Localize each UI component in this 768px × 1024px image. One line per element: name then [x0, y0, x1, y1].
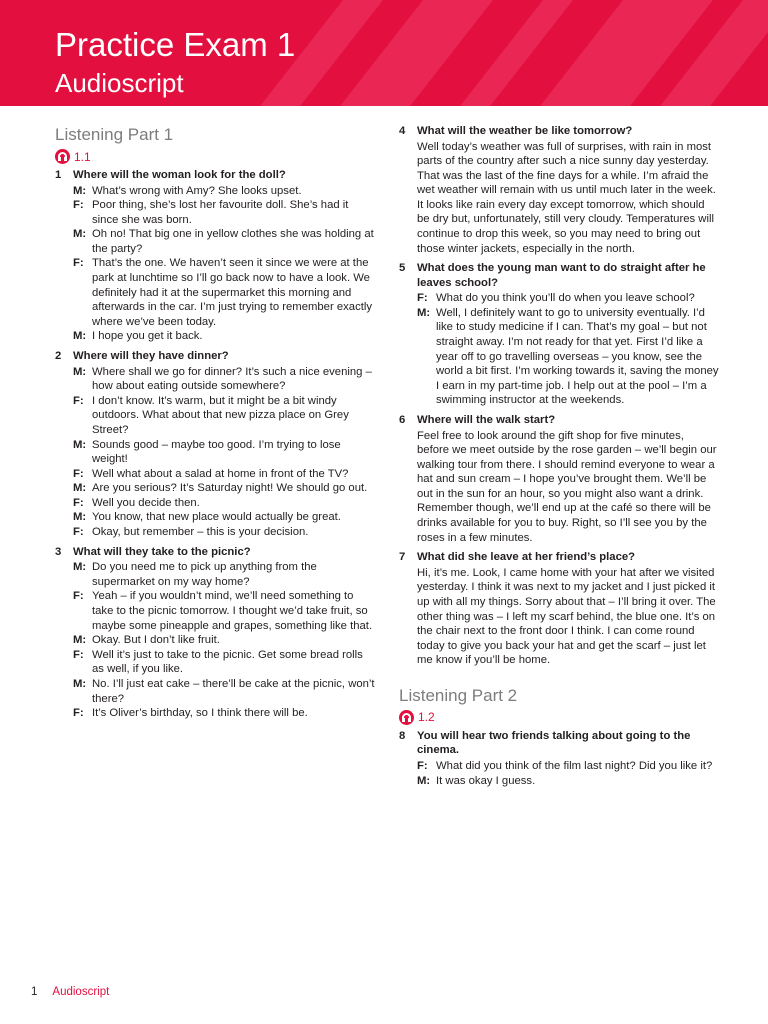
dialogue-line — [73, 438, 375, 467]
line-text: Sounds good – maybe too good. I’m trying to lose weight! — [92, 438, 341, 466]
line-text: I don’t know. It’s warm, but it might be a bit windy outdoors. What about that new pizza place on Grey Street? — [92, 394, 349, 436]
question-text: Where will the woman look for the doll? — [73, 169, 286, 181]
question-number: 4 — [399, 125, 406, 137]
line-text: Oh no! That big one in yellow clothes she was holding at the party? — [92, 228, 374, 255]
dialogue-line — [417, 291, 719, 306]
page-number: 1 — [31, 986, 38, 998]
line-text: No. I’ll just eat cake – there’ll be cake at the picnic, won’t there? — [92, 677, 375, 705]
left-column — [55, 124, 375, 726]
headphones-icon — [55, 149, 70, 164]
question-number: 6 — [399, 414, 406, 426]
dialogue-line — [417, 759, 719, 774]
question-2 — [55, 349, 375, 540]
speaker: F: — [417, 292, 428, 305]
line-text: Okay. But I don’t like fruit. — [92, 634, 220, 647]
question-number: 8 — [399, 729, 406, 742]
line-text: It was okay I guess. — [436, 774, 536, 787]
question-3 — [55, 545, 375, 721]
dialogue-line — [73, 467, 375, 482]
line-text: Well what about a salad at home in front of the TV? — [92, 467, 349, 480]
page-footer — [31, 986, 109, 998]
page-title: Practice Exam 1 — [55, 26, 296, 63]
dialogue-line — [73, 633, 375, 648]
question-1 — [55, 168, 375, 344]
line-text: Are you serious? It’s Saturday night! We should go out. — [92, 482, 368, 495]
question-number: 5 — [399, 262, 406, 275]
monologue-text: Feel free to look around the gift shop for five minutes, before we meet outside by the rose garden – we’ll begin our walking tour from there. I should remind everyone to wear a hat and sun cream – I hope you’ve brought them. We’ll be out in the sun for an hour, so you might also want a drink. Remember though, we’ll end up at the café so there will be drinks available for you to buy. Right, so I’ll see you by the roses in a few minutes. — [417, 429, 717, 544]
speaker: M: — [73, 330, 87, 343]
speaker: F: — [73, 394, 84, 407]
right-column — [399, 124, 719, 793]
question-number: 2 — [55, 350, 62, 363]
audio-track — [55, 149, 375, 164]
speaker: M: — [73, 511, 87, 524]
speaker: M: — [73, 184, 87, 197]
page-subtitle: Audioscript — [55, 68, 184, 98]
question-number: 1 — [55, 169, 62, 181]
header-banner — [0, 0, 768, 106]
question-number: 7 — [399, 551, 406, 564]
headphones-icon — [399, 710, 414, 725]
speaker: M: — [73, 561, 87, 574]
track-number: 1.2 — [418, 710, 435, 725]
dialogue-line — [73, 198, 375, 227]
line-text: Well it’s just to take to the picnic. Get some bread rolls as well, if you like. — [92, 648, 363, 676]
line-text: I hope you get it back. — [92, 330, 203, 343]
speaker: F: — [73, 496, 84, 509]
speaker: F: — [73, 526, 84, 539]
speaker: M: — [73, 634, 87, 647]
question-text: You will hear two friends talking about going to the cinema. — [417, 729, 691, 757]
question-6 — [399, 413, 719, 545]
section-title: Listening Part 2 — [399, 685, 518, 705]
dialogue-line — [73, 677, 375, 706]
dialogue-line — [73, 227, 375, 256]
speaker: M: — [417, 774, 431, 787]
line-text: Well, I definitely want to go to university eventually. I’d like to study medicine if I can. That’s my goal – but not straight away. I’m not ready for that yet. First I’d like a year off to go travelling overseas – you know, see the world a bit first. I’m working towards it, saving the money I earn in my part-time job. I help out at the pool – I’m a swimming instructor at the weekends. — [436, 306, 719, 407]
question-number: 3 — [55, 545, 62, 558]
dialogue-line — [73, 481, 375, 496]
dialogue-line — [73, 256, 375, 329]
line-text: That’s the one. We haven’t seen it since we were at the park at lunchtime so I’ll go back now to have a look. We definitely had it at the supermarket this morning and afterwards in the car. I’m just trying to remember exactly where we’ve been today. — [92, 257, 373, 328]
speaker: F: — [73, 199, 84, 212]
line-text: It’s Oliver’s birthday, so I think there will be. — [92, 707, 308, 720]
dialogue-line — [73, 706, 375, 721]
speaker: M: — [73, 482, 87, 495]
dialogue-line — [73, 525, 375, 540]
speaker: M: — [73, 365, 87, 378]
question-4 — [399, 124, 719, 256]
speaker: M: — [417, 306, 431, 319]
line-text: What do you think you’ll do when you leave school? — [436, 292, 695, 305]
question-8 — [399, 729, 719, 788]
dialogue-line — [73, 560, 375, 589]
dialogue-line — [417, 774, 719, 789]
dialogue-line — [73, 648, 375, 677]
dialogue-line — [73, 394, 375, 438]
speaker: M: — [73, 677, 87, 690]
line-text: Okay, but remember – this is your decision. — [92, 526, 309, 539]
monologue-text: Hi, it’s me. Look, I came home with your hat after we visited yesterday. I think it was next to my jacket and I just picked it up with all my things. Sorry about that – I’ll bring it over. The other thing was – I left my scarf behind, the blue one. It’s on the chair next to the front door I think. I can come round today to give you back your hat and get the scarf – just let me know if you’ll be home. — [417, 566, 716, 667]
question-text: Where will the walk start? — [417, 414, 556, 426]
monologue-text: Well today’s weather was full of surprises, with rain in most parts of the country after such a nice sunny day yesterday. That was the last of the fine days for a while. I’m afraid the wet weather will remain with us until much later in the week. It looks like rain every day except tomorrow, which should be dry but, unfortunately, still very cloudy. Temperatures will continue to drop this week, so you may need to bring out those winter jackets, especially in the north. — [417, 140, 716, 255]
line-text: Where shall we go for dinner? It’s such a nice evening – how about eating outside somewhere? — [92, 365, 372, 393]
line-text: What did you think of the film last night? Did you like it? — [436, 759, 713, 772]
line-text: Yeah – if you wouldn’t mind, we’ll need something to take to the picnic tomorrow. I thought we’d take fruit, so maybe some pineapple and grapes, something like that. — [92, 590, 373, 632]
dialogue-line — [73, 184, 375, 199]
speaker: F: — [417, 759, 428, 772]
question-text: What did she leave at her friend’s place? — [417, 551, 636, 564]
footer-label: Audioscript — [52, 986, 110, 998]
question-text: What will the weather be like tomorrow? — [417, 125, 633, 137]
speaker: M: — [73, 438, 87, 451]
section-title: Listening Part 1 — [55, 125, 174, 144]
line-text: You know, that new place would actually be great. — [92, 511, 341, 524]
dialogue-line — [73, 496, 375, 511]
line-text: Well you decide then. — [92, 496, 200, 509]
speaker: F: — [73, 707, 84, 720]
dialogue-line — [417, 306, 719, 408]
dialogue-line — [73, 365, 375, 394]
question-5 — [399, 261, 719, 408]
dialogue-line — [73, 589, 375, 633]
speaker: F: — [73, 467, 84, 480]
speaker: F: — [73, 648, 84, 661]
question-text: What does the young man want to do straight after he leaves school? — [417, 262, 706, 289]
dialogue-line — [73, 329, 375, 344]
dialogue-line — [73, 510, 375, 525]
speaker: F: — [73, 257, 84, 270]
line-text: Do you need me to pick up anything from the supermarket on my way home? — [92, 561, 317, 588]
speaker: M: — [73, 228, 87, 241]
speaker: F: — [73, 590, 84, 603]
question-text: Where will they have dinner? — [73, 350, 229, 363]
question-text: What will they take to the picnic? — [73, 545, 251, 558]
line-text: Poor thing, she’s lost her favourite doll. She’s had it since she was born. — [92, 199, 349, 226]
audio-track — [399, 710, 719, 725]
track-number: 1.1 — [74, 149, 91, 164]
question-7 — [399, 550, 719, 668]
line-text: What’s wrong with Amy? She looks upset. — [92, 184, 302, 197]
